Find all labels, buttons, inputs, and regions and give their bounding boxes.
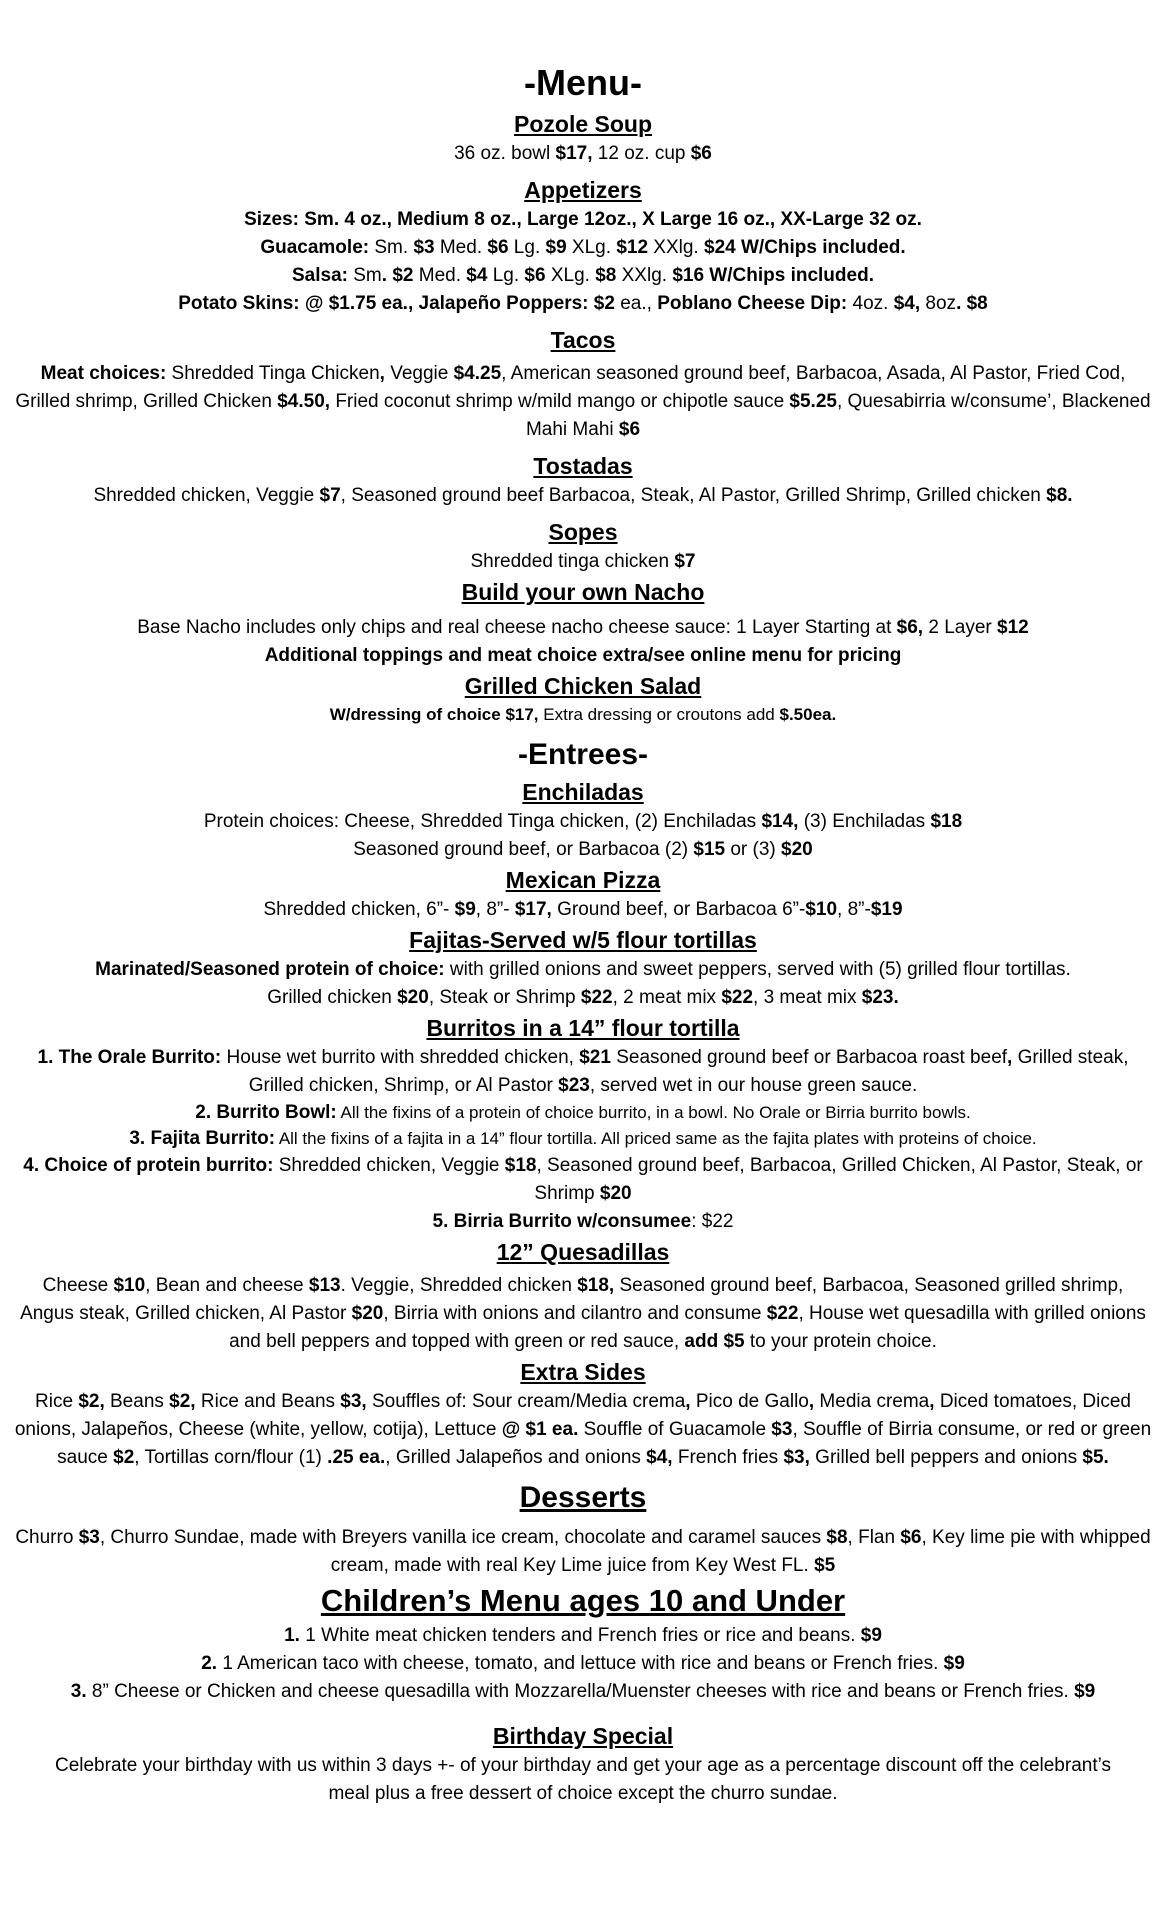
price: $18, [577,1275,615,1296]
text: , [379,363,385,384]
text: Veggie [384,363,454,384]
section-pizza [0,864,1166,924]
text: All the fixins of a fajita in a 14” flour tortilla. All priced same as the fajita plates with proteins of choice. [275,1129,1037,1148]
sopes-text [0,548,1166,576]
price: $16 W/Chips included. [672,265,874,286]
pozole-heading: Pozole Soup [514,111,652,137]
price: $10 [805,899,838,920]
price: $6 [690,143,712,164]
text: Sm [347,265,382,286]
text: Souffles of: Sour cream/Media crema [366,1391,686,1412]
pizza-heading: Mexican Pizza [505,867,661,893]
section-salad [0,670,1166,728]
label: 1. The Orale Burrito: [37,1047,222,1068]
label: Potato Skins: @ $1.75 ea., Jalapeño Poppers: [178,293,589,314]
text: , [929,1391,935,1412]
text: , American seasoned ground beef, Barbacoa, Asada, Al Pastor, Fried Cod, Grilled shrimp, Grilled Chicken [15,363,1126,412]
text: Churro [15,1527,79,1548]
price: $2, [78,1391,105,1412]
price: $4.25 [453,363,502,384]
text: , House wet quesadilla with grilled onions and bell peppers and topped with green or red sauce, [229,1303,1146,1352]
text: , Souffle of Birria consume, or red or green sauce [57,1419,1152,1468]
text: Souffle of Guacamole [578,1419,772,1440]
salad-text [0,702,1166,728]
text: Seasoned ground beef, Barbacoa, Seasoned grilled shrimp, Angus steak, Grilled chicken, Al Pastor [20,1275,1124,1324]
price: $17, [555,143,593,164]
text: , [685,1391,691,1412]
text: Cheese [42,1275,114,1296]
text: Shredded chicken, Veggie [273,1155,505,1176]
label: Guacamole: [260,237,370,258]
text: , Seasoned ground beef, Barbacoa, Grilled Chicken, Al Pastor, Steak, or Shrimp [534,1155,1143,1204]
price: $19 [870,899,903,920]
text: ea., [614,293,652,314]
label: 4. Choice of protein burrito: [23,1155,274,1176]
price: $18 [930,811,963,832]
price: . $8 [956,293,988,314]
text: Ground beef, or Barbacoa 6”- [551,899,806,920]
price: $6 [618,419,641,440]
section-fajitas [0,924,1166,1012]
guacamole-line [0,234,1166,262]
tacos-text [14,360,1152,444]
text: Med. [413,265,467,286]
text: Lg. [508,237,546,258]
section-pozole [0,108,1166,168]
price: $9 [454,899,476,920]
birthday-heading: Birthday Special [492,1723,674,1749]
quesadillas-heading: 12” Quesadillas [496,1239,670,1265]
section-enchiladas [0,776,1166,864]
section-sides [0,1356,1166,1472]
enchiladas-heading: Enchiladas [522,779,644,805]
tostadas-heading: Tostadas [533,453,633,479]
text: , [1007,1047,1013,1068]
text: Shredded Tinga Chicken [166,363,380,384]
children-item-3 [0,1678,1166,1706]
text: , Grilled Jalapeños and onions [385,1447,647,1468]
price: $13 [308,1275,341,1296]
price: add $5 [684,1331,745,1352]
text: , Quesabirria w/consume’, Blackened Mahi Mahi [525,391,1151,440]
text: , 2 meat mix [612,987,722,1008]
text: with grilled onions and sweet peppers, served with (5) grilled flour tortillas. [444,959,1071,980]
price: $5 [814,1555,836,1576]
price: $6 [524,265,546,286]
potato-skins-line [0,290,1166,318]
text: , [808,1391,815,1412]
price: $12 [997,617,1029,638]
entrees-title: -Entrees- [517,738,649,771]
section-tostadas [0,450,1166,510]
price: $.50ea. [779,705,837,724]
text: 12 oz. cup [592,143,691,164]
menu-title: -Menu- [524,62,642,103]
price: $6 [487,237,509,258]
price: $9 [943,1653,965,1674]
text: 8oz [920,293,957,314]
text: Lg. [487,265,525,286]
label: Poblano Cheese Dip: [651,293,848,314]
section-tacos [0,324,1166,444]
text: , Bean and cheese [145,1275,309,1296]
text: to your protein choice. [744,1331,937,1352]
salad-heading: Grilled Chicken Salad [464,673,702,699]
section-sopes [0,516,1166,576]
nacho-line-1 [0,614,1166,642]
burrito-item-3 [14,1126,1152,1152]
enchiladas-line-1 [0,808,1166,836]
price: $14, [761,811,799,832]
price: $15 [693,839,726,860]
price: $6, [896,617,924,638]
text: , Flan [847,1527,901,1548]
section-quesadillas [0,1236,1166,1356]
price: $5.25 [789,391,837,412]
appetizer-sizes: Sizes: Sm. 4 oz., Medium 8 oz., Large 12oz., X Large 16 oz., XX-Large 32 oz. [244,209,922,230]
text: 4oz. [847,293,894,314]
price: $12 [616,237,649,258]
label: 1. [284,1625,300,1646]
price: $22 [580,987,613,1008]
text: Shredded chicken, Veggie [93,485,320,506]
text: Beans [104,1391,170,1412]
text: Extra dressing or croutons add [538,705,780,724]
text: Rice [35,1391,79,1412]
text: 8” Cheese or Chicken and cheese quesadilla with Mozzarella/Muenster cheeses with rice and beans or French fries. [86,1681,1075,1702]
section-children [0,1580,1166,1706]
price: $3, [783,1447,810,1468]
text: , 8”- [837,899,871,920]
price: .25 ea. [327,1447,386,1468]
text: , 3 meat mix [753,987,862,1008]
tostadas-text [0,482,1166,510]
text: Grilled bell peppers and onions [809,1447,1083,1468]
nacho-line-2: Additional toppings and meat choice extra/see online menu for pricing [264,645,902,666]
pozole-line [0,140,1166,168]
price: $4 [466,265,488,286]
enchiladas-line-2 [0,836,1166,864]
text: All the fixins of a protein of choice burrito, in a bowl. No Orale or Birria burrito bowls. [336,1103,971,1122]
label: Meat choices: [40,363,167,384]
text: Seasoned ground beef or Barbacoa roast beef [610,1047,1008,1068]
text: , Churro Sundae, made with Breyers vanilla ice cream, chocolate and caramel sauces [99,1527,827,1548]
text: XLg. [545,265,596,286]
price: $4, [646,1447,673,1468]
sides-heading: Extra Sides [520,1359,646,1385]
text: XXlg. [616,265,673,286]
burrito-item-2 [14,1100,1152,1126]
price: $2 [588,293,615,314]
price: $2, [169,1391,196,1412]
price: $20 [397,987,429,1008]
text: 1 American taco with cheese, tomato, and lettuce with rice and beans or French fries. [217,1653,944,1674]
section-nacho [0,576,1166,670]
label: 3. [70,1681,87,1702]
text: (3) Enchiladas [798,811,931,832]
burrito-item-1 [14,1044,1152,1100]
price: $3 [413,237,435,258]
fajitas-line-2 [0,984,1166,1012]
price: $20 [781,839,813,860]
price: $18 [504,1155,537,1176]
desserts-heading: Desserts [519,1481,647,1514]
price: $8. [1046,485,1073,506]
text: Base Nacho includes only chips and real cheese nacho cheese sauce: 1 Layer Starting at [137,617,897,638]
text: Shredded tinga chicken [470,551,675,572]
price: $9 [545,237,567,258]
price: $20 [351,1303,384,1324]
children-item-2 [0,1650,1166,1678]
text: Med. [434,237,488,258]
text: , 8”- [475,899,515,920]
price: $5. [1082,1447,1109,1468]
price: $8 [826,1527,848,1548]
price: $3 [78,1527,100,1548]
text: Shredded chicken, 6”- [263,899,455,920]
text: or (3) [725,839,782,860]
text: Diced tomatoes, Diced onions, Jalapeños, Cheese (white, yellow, cotija), Lettuce [14,1391,1131,1440]
price: $22 [721,987,754,1008]
label: W/dressing of choice $17, [329,705,539,724]
text: , Seasoned ground beef Barbacoa, Steak, Al Pastor, Grilled Shrimp, Grilled chicken [340,485,1047,506]
burrito-item-5 [14,1208,1152,1236]
price: $6 [900,1527,922,1548]
pizza-text [0,896,1166,924]
appetizers-heading: Appetizers [524,177,642,203]
text: , served wet in our house green sauce. [589,1075,918,1096]
price: $20 [599,1183,632,1204]
price: $23 [558,1075,590,1096]
nacho-heading: Build your own Nacho [461,579,705,605]
desserts-text [14,1524,1152,1580]
text: . Veggie, Shredded chicken [340,1275,578,1296]
price: @ $1 ea. [501,1419,579,1440]
text: Grilled steak, Grilled chicken, Shrimp, or Al Pastor [248,1047,1129,1096]
price: $21 [579,1047,611,1068]
text: Grilled chicken [267,987,398,1008]
text: Seasoned ground beef, or Barbacoa (2) [353,839,694,860]
section-appetizers [0,174,1166,318]
section-birthday [0,1720,1166,1808]
salsa-line [0,262,1166,290]
text: , Key lime pie with whipped cream, made with real Key Lime juice from Key West FL. [330,1527,1151,1576]
section-burritos [0,1012,1166,1236]
label: Marinated/Seasoned protein of choice: [95,959,445,980]
children-item-1 [0,1622,1166,1650]
price: $23. [861,987,899,1008]
label: 2. Burrito Bowl: [195,1102,337,1123]
tacos-heading: Tacos [550,327,616,353]
price: $22 [766,1303,799,1324]
price: $7 [319,485,341,506]
price: $10 [113,1275,146,1296]
section-desserts [0,1478,1166,1580]
price: $17, [514,899,552,920]
burrito-item-4 [14,1152,1152,1208]
price: $3, [340,1391,367,1412]
label: 2. [201,1653,218,1674]
birthday-text: Celebrate your birthday with us within 3 days +- of your birthday and get your age as a percentage discount off the celebrant’s meal plus a free dessert of choice except the churro sundae. [54,1755,1111,1804]
text: XXlg. [648,237,704,258]
text: , Steak or Shrimp [428,987,581,1008]
price: $9 [860,1625,882,1646]
fajitas-heading: Fajitas-Served w/5 flour tortillas [409,927,757,953]
price: $4, [893,293,921,314]
text: 1 White meat chicken tenders and French fries or rice and beans. [299,1625,861,1646]
text: Sm. [369,237,414,258]
text: Fried coconut shrimp w/mild mango or chipotle sauce [330,391,790,412]
text: Protein choices: Cheese, Shredded Tinga chicken, (2) Enchiladas [203,811,762,832]
price: $9 [1074,1681,1096,1702]
price: $4.50, [277,391,331,412]
text: Media crema [814,1391,930,1412]
price: $24 W/Chips included. [704,237,906,258]
sopes-heading: Sopes [548,519,618,545]
price: $3 [771,1419,793,1440]
label: 5. Birria Burrito w/consumee [432,1211,692,1232]
price: : $22 [691,1211,734,1232]
text: House wet burrito with shredded chicken, [221,1047,580,1068]
children-heading: Children’s Menu ages 10 and Under [320,1583,846,1618]
text: , Tortillas corn/flour (1) [134,1447,328,1468]
price: . $2 [381,265,414,286]
text: Rice and Beans [195,1391,341,1412]
sides-text [14,1388,1152,1472]
fajitas-line-1 [0,956,1166,984]
text: , Birria with onions and cilantro and consume [383,1303,767,1324]
label: 3. Fajita Burrito: [129,1128,276,1149]
text: XLg. [566,237,617,258]
price: $7 [674,551,696,572]
text: 2 Layer [923,617,998,638]
text: French fries [672,1447,784,1468]
text: Pico de Gallo [690,1391,809,1412]
quesadillas-text [14,1272,1152,1356]
text: 36 oz. bowl [454,143,556,164]
price: $8 [595,265,617,286]
price: $2 [113,1447,135,1468]
burritos-heading: Burritos in a 14” flour tortilla [426,1015,740,1041]
label: Salsa: [292,265,348,286]
